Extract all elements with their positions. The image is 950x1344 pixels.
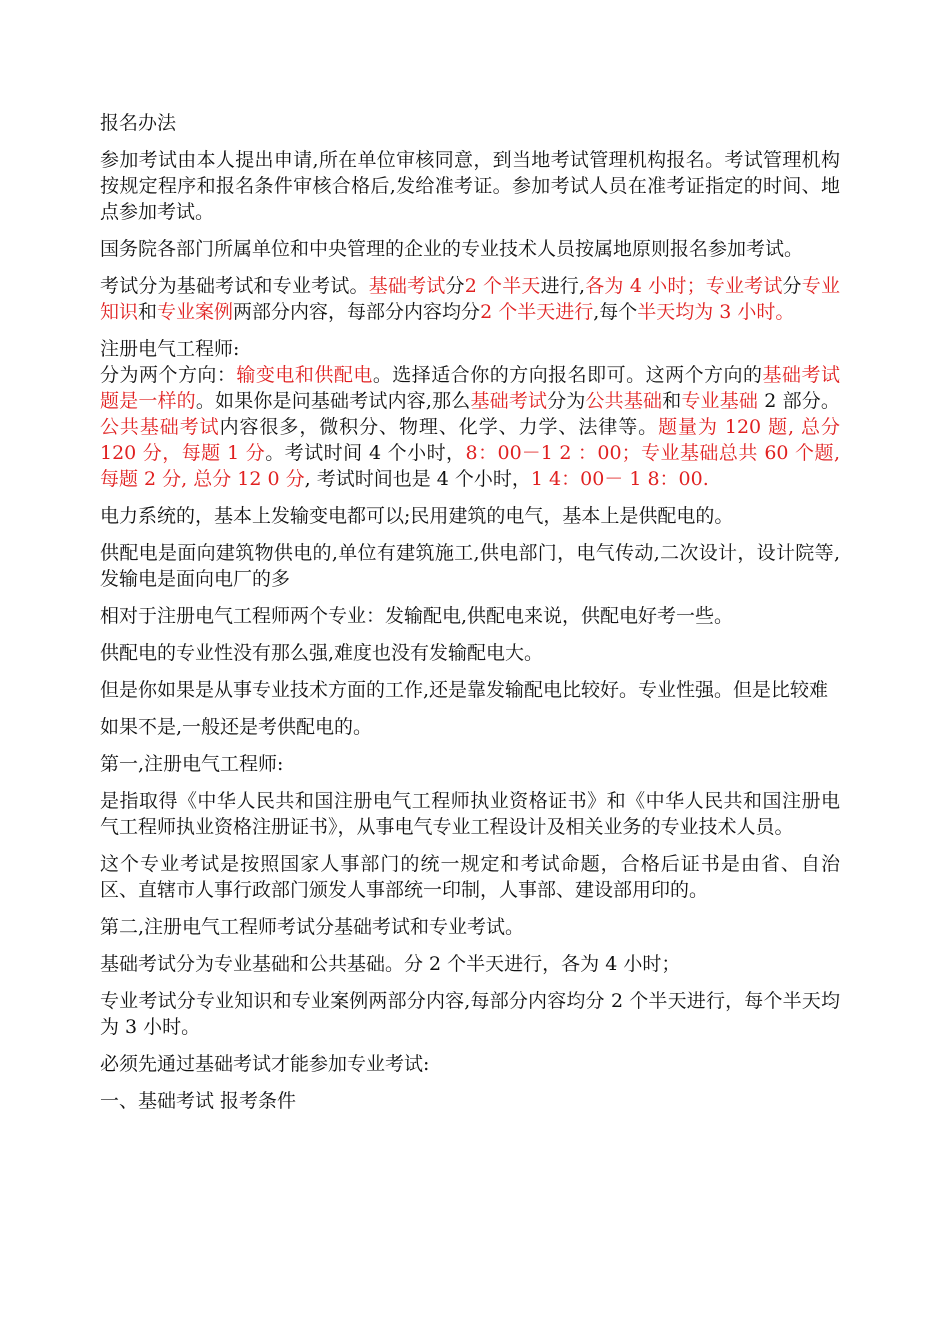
text-run: 基础考试分为专业基础和公共基础。分 2 个半天进行，各为 4 小时； — [100, 953, 681, 975]
text-run: ,每个 — [593, 301, 638, 323]
text-run: 供配电的专业性没有那么强,难度也没有发输配电大。 — [100, 642, 544, 664]
highlighted-text: 专业基础 — [681, 390, 759, 412]
text-run: 供配电是面向建筑物供电的,单位有建筑施工,供电部门，电气传动,二次设计，设计院等,发输电是面向电厂的多 — [100, 542, 840, 590]
paragraph — [100, 788, 840, 840]
text-run: 和 — [662, 390, 682, 412]
paragraph — [100, 1088, 840, 1114]
text-run: 国务院各部门所属单位和中央管理的企业的专业技术人员按属地原则报名参加考试。 — [100, 238, 804, 260]
text-run: 分为两个方向： — [100, 364, 237, 386]
paragraph — [100, 751, 840, 777]
highlighted-text: 2 个半天 — [464, 275, 541, 297]
text-run: 注册电气工程师: — [100, 338, 240, 360]
highlighted-text: 基础考试 — [470, 390, 548, 412]
text-run: 分为 — [547, 390, 586, 412]
text-run: 。如果你是问基础考试内容,那么 — [195, 390, 471, 412]
paragraph — [100, 914, 840, 940]
highlighted-text: 专业案例 — [157, 301, 234, 323]
highlighted-text: 8：00－1 2 ：00；专业基础总共 60 个题, 每题 2 分, 总分 12 0 分 — [100, 442, 840, 490]
paragraph — [100, 540, 840, 592]
paragraph — [100, 336, 840, 362]
text-run: 第一,注册电气工程师: — [100, 753, 284, 775]
text-run: 如果不是,一般还是考供配电的。 — [100, 716, 373, 738]
text-run: 第二,注册电气工程师考试分基础考试和专业考试。 — [100, 916, 525, 938]
text-run: 。考试时间 4 个小时， — [265, 442, 466, 464]
paragraph — [100, 851, 840, 903]
highlighted-text: 2 个半天进行 — [480, 301, 594, 323]
paragraph — [100, 362, 840, 492]
text-run: 考试分为基础考试和专业考试。 — [100, 275, 369, 297]
paragraph — [100, 273, 840, 325]
text-run: 相对于注册电气工程师两个专业：发输配电,供配电来说，供配电好考一些。 — [100, 605, 734, 627]
paragraph — [100, 677, 840, 703]
paragraph — [100, 147, 840, 225]
paragraph — [100, 1051, 840, 1077]
text-run: 报名办法 — [100, 112, 177, 134]
highlighted-text: 题量为 120 题, 总分 120 分，每题 1 分 — [100, 416, 840, 464]
text-run: 分 — [445, 275, 465, 297]
text-run: 专业考试分专业知识和专业案例两部分内容,每部分内容均分 2 个半天进行，每个半天均为 3 小时。 — [100, 990, 840, 1038]
text-run: 必须先通过基础考试才能参加专业考试: — [100, 1053, 430, 1075]
text-run: 但是你如果是从事专业技术方面的工作,还是靠发输配电比较好。专业性强。但是比较难 — [100, 679, 829, 701]
text-run: 一、基础考试 报考条件 — [100, 1090, 297, 1112]
text-run: 。选择适合你的方向报名即可。这两个方向的 — [372, 364, 763, 386]
paragraph — [100, 640, 840, 666]
highlighted-text: 半天均为 3 小时。 — [637, 301, 795, 323]
paragraph — [100, 503, 840, 529]
paragraph — [100, 714, 840, 740]
text-run: 2 部分。 — [758, 390, 840, 412]
highlighted-text: 基础考试 — [368, 275, 446, 297]
text-run: 参加考试由本人提出申请,所在单位审核同意，到当地考试管理机构报名。考试管理机构按规定程序和报名条件审核合格后,发给准考证。参加考试人员在准考证指定的时间、地点参加考试。 — [100, 149, 840, 223]
text-run: 进行, — [540, 275, 586, 297]
highlighted-text: 输变电和供配电 — [236, 364, 373, 386]
highlighted-text: 专业知识 — [100, 275, 840, 323]
paragraph — [100, 236, 840, 262]
text-run: , 考试时间也是 4 个小时， — [304, 468, 531, 490]
highlighted-text: 基础考试题是一样的 — [100, 364, 840, 412]
highlighted-text: 1 4：00－ 1 8：00. — [530, 468, 709, 490]
text-run: 内容很多，微积分、物理、化学、力学、法律等。 — [219, 416, 659, 438]
paragraph — [100, 951, 840, 977]
highlighted-text: 公共基础考试 — [100, 416, 220, 438]
text-run: 是指取得《中华人民共和国注册电气工程师执业资格证书》和《中华人民共和国注册电气工程师执业资格注册证书》，从事电气专业工程设计及相关业务的专业技术人员。 — [100, 790, 840, 838]
text-run: 电力系统的，基本上发输变电都可以;民用建筑的电气，基本上是供配电的。 — [100, 505, 734, 527]
highlighted-text: 公共基础 — [585, 390, 663, 412]
document-title — [100, 110, 840, 136]
paragraph — [100, 603, 840, 629]
highlighted-text: 各为 4 小时；专业考试 — [585, 275, 783, 297]
text-run: 两部分内容，每部分内容均分 — [233, 301, 481, 323]
text-run: 这个专业考试是按照国家人事部门的统一规定和考试命题，合格后证书是由省、自治区、直辖市人事行政部门颁发人事部统一印制，人事部、建设部用印的。 — [100, 853, 840, 901]
text-run: 和 — [138, 301, 158, 323]
text-run: 分 — [782, 275, 802, 297]
paragraph — [100, 988, 840, 1040]
